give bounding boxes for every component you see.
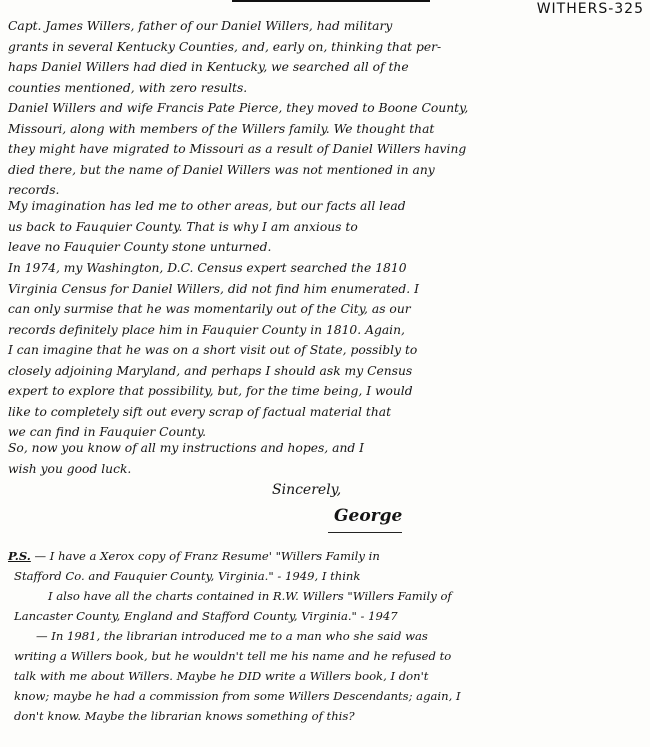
text-line: died there, but the name of Daniel Willers was not mentioned in any (8, 162, 435, 177)
text-line: counties mentioned, with zero results. (8, 80, 248, 95)
paragraph-4 (8, 258, 648, 443)
postscript-line: — In 1981, the librarian introduced me to a man who she said was (36, 629, 428, 643)
postscript (8, 546, 648, 726)
text-line: they might have migrated to Missouri as a result of Daniel Willers having (8, 142, 467, 156)
text-line: can only surmise that he was momentarily out of the City, as our (8, 302, 411, 316)
paragraph-2 (8, 98, 648, 201)
text-line: like to completely sift out every scrap of factual material that (8, 404, 392, 419)
text-line: we can find in Fauquier County. (8, 425, 206, 439)
text-line: closely adjoining Maryland, and perhaps I should ask my Census (8, 363, 413, 378)
text-line: records definitely place him in Fauquier County in 1810. Again, (8, 322, 405, 337)
postscript-label: P.S. (8, 549, 31, 563)
text-line: In 1974, my Washington, D.C. Census expert searched the 1810 (8, 261, 407, 275)
text-line: Virginia Census for Daniel Willers, did not find him enumerated. I (8, 281, 419, 296)
text-line: grants in several Kentucky Counties, and, early on, thinking that per- (8, 39, 442, 54)
text-line: haps Daniel Willers had died in Kentucky, we searched all of the (8, 60, 409, 74)
postscript-line: writing a Willers book, but he wouldn't tell me his name and he refused to (14, 649, 452, 663)
text-line: Capt. James Willers, father of our Daniel Willers, had military (8, 19, 393, 33)
text-line: So, now you know of all my instructions and hopes, and I (8, 441, 365, 455)
top-rule (232, 0, 430, 2)
text-line: Daniel Willers and wife Francis Pate Pierce, they moved to Boone County, (8, 101, 469, 115)
paragraph-5 (8, 438, 648, 479)
postscript-line: Lancaster County, England and Stafford County, Virginia." - 1947 (14, 609, 398, 623)
text-line: wish you good luck. (8, 461, 132, 476)
document-reference: WITHERS-325 (536, 1, 644, 17)
postscript-line: Stafford Co. and Fauquier County, Virginia." - 1949, I think (14, 569, 361, 583)
paragraph-3 (8, 196, 648, 258)
text-line: I can imagine that he was on a short visit out of State, possibly to (8, 343, 418, 357)
postscript-text: — I have a Xerox copy of Franz Resume' "Willers Family in (34, 549, 380, 563)
paragraph-1 (8, 16, 648, 98)
closing: Sincerely, (272, 482, 342, 498)
postscript-line: know; maybe he had a commission from some Willers Descendants; again, I (14, 689, 461, 703)
signature-underline (328, 532, 402, 533)
postscript-line: I also have all the charts contained in R.W. Willers "Willers Family of (48, 589, 452, 603)
postscript-line (8, 546, 648, 566)
text-line: My imagination has led me to other areas, but our facts all lead (8, 199, 406, 213)
text-line: Missouri, along with members of the Willers family. We thought that (8, 121, 435, 136)
text-line: leave no Fauquier County stone unturned. (8, 240, 272, 254)
text-line: expert to explore that possibility, but, for the time being, I would (8, 384, 413, 398)
text-line: records. (8, 183, 60, 197)
text-line: us back to Fauquier County. That is why I am anxious to (8, 219, 358, 234)
signature: George (334, 506, 403, 526)
postscript-line: talk with me about Willers. Maybe he DID write a Willers book, I don't (14, 669, 429, 683)
postscript-line: don't know. Maybe the librarian knows something of this? (14, 709, 355, 723)
